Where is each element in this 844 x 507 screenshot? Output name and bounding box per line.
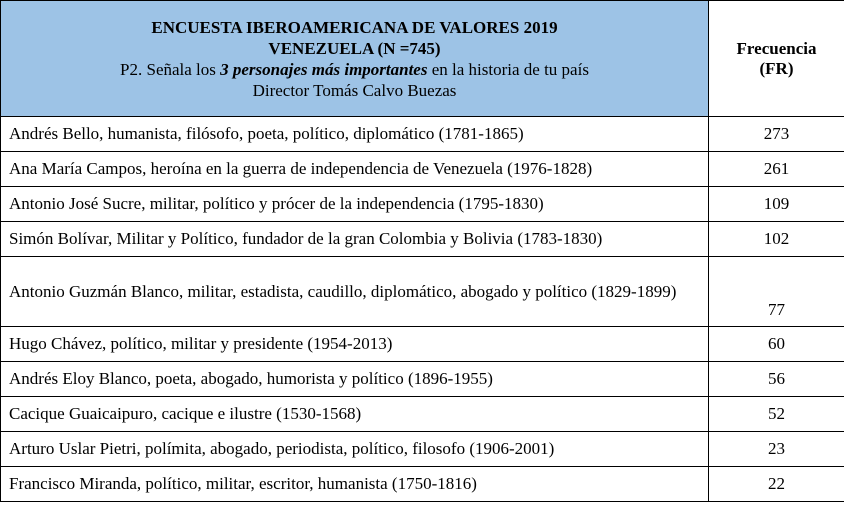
person-name-cell: Andrés Bello, humanista, filósofo, poeta, político, diplomático (1781-1865) xyxy=(1,117,709,152)
person-name-cell: Antonio José Sucre, militar, político y prócer de la independencia (1795-1830) xyxy=(1,187,709,222)
frequency-cell: 22 xyxy=(709,467,844,502)
person-name-cell: Arturo Uslar Pietri, polímita, abogado, periodista, político, filosofo (1906-2001) xyxy=(1,432,709,467)
question-emphasis: 3 personajes más importantes xyxy=(220,59,428,79)
country-sample: VENEZUELA (N =745) xyxy=(268,38,441,58)
frequency-cell: 60 xyxy=(709,327,844,362)
table-title-cell xyxy=(1,1,709,117)
frequency-cell: 23 xyxy=(709,432,844,467)
table-row xyxy=(1,187,844,222)
table-row xyxy=(1,467,844,502)
frequency-cell: 102 xyxy=(709,222,844,257)
person-name-cell: Ana María Campos, heroína en la guerra de independencia de Venezuela (1976-1828) xyxy=(1,152,709,187)
frequency-cell: 77 xyxy=(709,257,844,327)
director-line: Director Tomás Calvo Buezas xyxy=(252,80,457,100)
question-text: P2. Señala los 3 personajes más importantes en la historia de tu país xyxy=(120,59,589,79)
table-row xyxy=(1,152,844,187)
frequency-cell: 261 xyxy=(709,152,844,187)
table-row xyxy=(1,222,844,257)
person-name-cell: Antonio Guzmán Blanco, militar, estadista, caudillo, diplomático, abogado y político (1829-1899) xyxy=(1,257,709,327)
person-name-cell: Cacique Guaicaipuro, cacique e ilustre (1530-1568) xyxy=(1,397,709,432)
table-row xyxy=(1,117,844,152)
frequency-cell: 52 xyxy=(709,397,844,432)
frequency-header: Frecuencia (FR) xyxy=(709,1,844,117)
table-row xyxy=(1,362,844,397)
table-row xyxy=(1,327,844,362)
person-name-cell: Andrés Eloy Blanco, poeta, abogado, humorista y político (1896-1955) xyxy=(1,362,709,397)
person-name-cell: Hugo Chávez, político, militar y presidente (1954-2013) xyxy=(1,327,709,362)
header-row xyxy=(1,1,844,117)
table-row xyxy=(1,397,844,432)
person-name-cell: Simón Bolívar, Militar y Político, fundador de la gran Colombia y Bolivia (1783-1830) xyxy=(1,222,709,257)
table-row xyxy=(1,257,844,327)
frequency-cell: 109 xyxy=(709,187,844,222)
survey-title: ENCUESTA IBEROAMERICANA DE VALORES 2019 xyxy=(151,17,558,37)
frequency-cell: 273 xyxy=(709,117,844,152)
table-row xyxy=(1,432,844,467)
frequency-cell: 56 xyxy=(709,362,844,397)
person-name-cell: Francisco Miranda, político, militar, escritor, humanista (1750-1816) xyxy=(1,467,709,502)
